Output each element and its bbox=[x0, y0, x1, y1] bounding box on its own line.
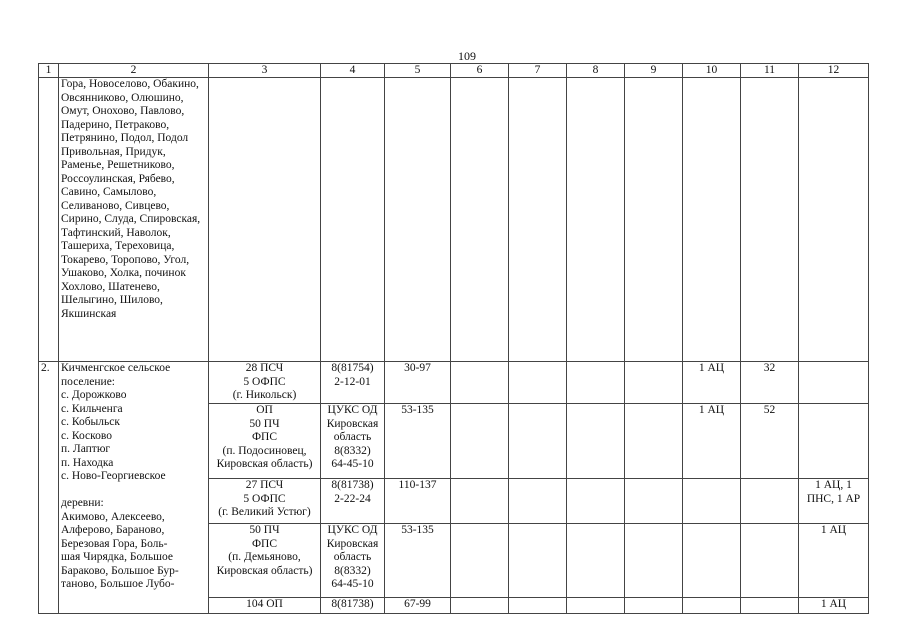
table-cell bbox=[567, 362, 625, 404]
table-cell bbox=[451, 404, 509, 479]
column-header: 6 bbox=[451, 64, 509, 78]
text-line: 50 ПЧ bbox=[249, 417, 280, 430]
personnel-cell bbox=[741, 524, 799, 598]
text-line: шая Чирядка, Большое bbox=[61, 551, 173, 563]
column-header: 11 bbox=[741, 64, 799, 78]
personnel-cell bbox=[741, 479, 799, 524]
table-cell bbox=[741, 78, 799, 362]
column-header: 7 bbox=[509, 64, 567, 78]
personnel-cell bbox=[741, 598, 799, 614]
text-line: деревни: bbox=[61, 497, 104, 509]
text-line: Кировская bbox=[326, 537, 379, 550]
equipment-cell: 1 АЦ bbox=[683, 404, 741, 479]
text-line: с. Кильченга bbox=[61, 402, 123, 415]
text-line: 5 ОФПС bbox=[243, 492, 286, 505]
phone-cell bbox=[321, 479, 385, 524]
distance-cell: 30-97 bbox=[385, 362, 451, 404]
equipment-cell bbox=[683, 598, 741, 614]
text-line: Кировская bbox=[326, 417, 379, 430]
equipment-cell bbox=[799, 362, 869, 404]
text-line: Алферово, Бараново, bbox=[61, 524, 165, 536]
text-line: область bbox=[333, 431, 372, 443]
personnel-cell: 32 bbox=[741, 362, 799, 404]
column-header: 1 bbox=[39, 64, 59, 78]
table-cell bbox=[625, 78, 683, 362]
table-cell bbox=[567, 78, 625, 362]
text-line: ФПС bbox=[251, 537, 278, 550]
table-cell bbox=[799, 78, 869, 362]
table-cell bbox=[509, 598, 567, 614]
text-line bbox=[61, 484, 206, 498]
column-header: 5 bbox=[385, 64, 451, 78]
text-line: 8(8332) bbox=[334, 444, 371, 457]
settlement-list-cell: Гора, Новоселово, Обакино, Овсянниково, Олюшино, Омут, Онохово, Павлово, Падерино, Петраково, Петрянино, Подол, Подол Привольная, Придук, Раменье, Решетниково, Россоулинская, Рябево, Савино, Самылово, Селиваново, Сивцево, Сирино, Слуда, Спировская, Тафтинский, Наволок, Ташериха, Тереховица, Токарево, Торопово, Угол, Ушаково, Холка, починок Хохлово, Шатенево, Шелыгино, Шилово, Якшинская bbox=[59, 78, 209, 362]
column-header: 10 bbox=[683, 64, 741, 78]
equipment-cell bbox=[799, 404, 869, 479]
text-line: 8(81754) bbox=[331, 362, 374, 374]
table-cell bbox=[625, 362, 683, 404]
text-line: Березовая Гора, Боль- bbox=[61, 537, 168, 550]
phone-cell bbox=[321, 598, 385, 614]
text-line: 2-12-01 bbox=[334, 375, 371, 388]
text-line: 104 ОП bbox=[246, 598, 283, 610]
text-line: таново, Большое Лубо- bbox=[61, 578, 175, 590]
text-line: ФПС bbox=[251, 431, 278, 443]
table-cell bbox=[451, 479, 509, 524]
equipment-cell: 1 АЦ bbox=[799, 598, 869, 614]
text-line: (п. Подосиновец, bbox=[222, 444, 307, 457]
column-header: 8 bbox=[567, 64, 625, 78]
table-cell bbox=[321, 78, 385, 362]
equipment-cell: 1 АЦ, 1 ПНС, 1 АР bbox=[799, 479, 869, 524]
text-line: 64-45-10 bbox=[331, 458, 374, 470]
table-cell bbox=[567, 598, 625, 614]
table-cell bbox=[625, 598, 683, 614]
table-cell bbox=[39, 78, 59, 362]
text-line: (г. Никольск) bbox=[232, 389, 297, 401]
distance-cell: 53-135 bbox=[385, 524, 451, 598]
text-line: поселение: bbox=[61, 375, 115, 388]
text-line: 5 ОФПС bbox=[243, 375, 286, 388]
table-cell bbox=[683, 78, 741, 362]
text-line: область bbox=[333, 551, 372, 563]
text-line: 8(81738) bbox=[331, 598, 374, 610]
fire-coverage-table bbox=[38, 63, 869, 614]
text-line: 2-22-24 bbox=[334, 492, 371, 505]
text-line: Бараково, Большое Бур- bbox=[61, 564, 179, 577]
text-line: (п. Демьяново, bbox=[228, 551, 301, 563]
table-cell bbox=[509, 479, 567, 524]
text-line: 64-45-10 bbox=[331, 578, 374, 590]
text-line: ЦУКС ОД bbox=[327, 404, 378, 416]
table-cell bbox=[209, 78, 321, 362]
table-cell bbox=[509, 362, 567, 404]
text-line: 28 ПСЧ bbox=[245, 362, 284, 374]
personnel-cell: 52 bbox=[741, 404, 799, 479]
column-number-row bbox=[39, 64, 869, 78]
text-line: с. Кобыльск bbox=[61, 416, 120, 428]
table-cell bbox=[625, 479, 683, 524]
text-line: п. Находка bbox=[61, 456, 114, 469]
table-row bbox=[39, 362, 869, 404]
text-line: с. Ново-Георгиевское bbox=[61, 470, 166, 482]
equipment-cell: 1 АЦ bbox=[799, 524, 869, 598]
table-cell bbox=[451, 78, 509, 362]
column-header: 9 bbox=[625, 64, 683, 78]
settlement-list-cell bbox=[59, 362, 209, 614]
table-cell bbox=[509, 404, 567, 479]
equipment-cell: 1 АЦ bbox=[683, 362, 741, 404]
table-cell bbox=[567, 404, 625, 479]
phone-cell bbox=[321, 362, 385, 404]
table-cell bbox=[509, 524, 567, 598]
fire-unit-cell bbox=[209, 479, 321, 524]
text-line: ОП bbox=[256, 404, 273, 416]
text-line: (г. Великий Устюг) bbox=[218, 506, 311, 518]
table-cell bbox=[625, 404, 683, 479]
fire-unit-cell bbox=[209, 404, 321, 479]
equipment-cell bbox=[683, 479, 741, 524]
table-cell bbox=[385, 78, 451, 362]
table-cell bbox=[451, 362, 509, 404]
distance-cell: 53-135 bbox=[385, 404, 451, 479]
table-cell bbox=[509, 78, 567, 362]
equipment-cell bbox=[683, 524, 741, 598]
text-line: с. Дорожково bbox=[61, 389, 127, 401]
table-row bbox=[39, 78, 869, 362]
text-line: с. Косково bbox=[61, 429, 112, 442]
column-header: 4 bbox=[321, 64, 385, 78]
text-line: Кировская область) bbox=[216, 458, 313, 470]
text-line: Кировская область) bbox=[216, 564, 313, 577]
page-number: 109 bbox=[458, 49, 476, 63]
phone-cell bbox=[321, 404, 385, 479]
fire-unit-cell bbox=[209, 362, 321, 404]
table-cell bbox=[451, 598, 509, 614]
column-header: 2 bbox=[59, 64, 209, 78]
distance-cell: 67-99 bbox=[385, 598, 451, 614]
table-cell bbox=[567, 479, 625, 524]
table-cell bbox=[625, 524, 683, 598]
text-line: Кичменгское сельское bbox=[61, 362, 171, 374]
column-header: 3 bbox=[209, 64, 321, 78]
text-line: 50 ПЧ bbox=[249, 524, 280, 536]
text-line: ЦУКС ОД bbox=[327, 524, 378, 536]
fire-unit-cell bbox=[209, 524, 321, 598]
column-header: 12 bbox=[799, 64, 869, 78]
text-line: 8(81738) bbox=[331, 479, 374, 491]
fire-unit-cell bbox=[209, 598, 321, 614]
table-cell bbox=[567, 524, 625, 598]
phone-cell bbox=[321, 524, 385, 598]
text-line: 8(8332) bbox=[334, 564, 371, 577]
distance-cell: 110-137 bbox=[385, 479, 451, 524]
text-line: п. Лаптюг bbox=[61, 443, 111, 455]
row-number: 2. bbox=[39, 362, 59, 614]
text-line: Акимово, Алексеево, bbox=[61, 510, 165, 523]
table-cell bbox=[451, 524, 509, 598]
text-line: 27 ПСЧ bbox=[245, 479, 284, 491]
